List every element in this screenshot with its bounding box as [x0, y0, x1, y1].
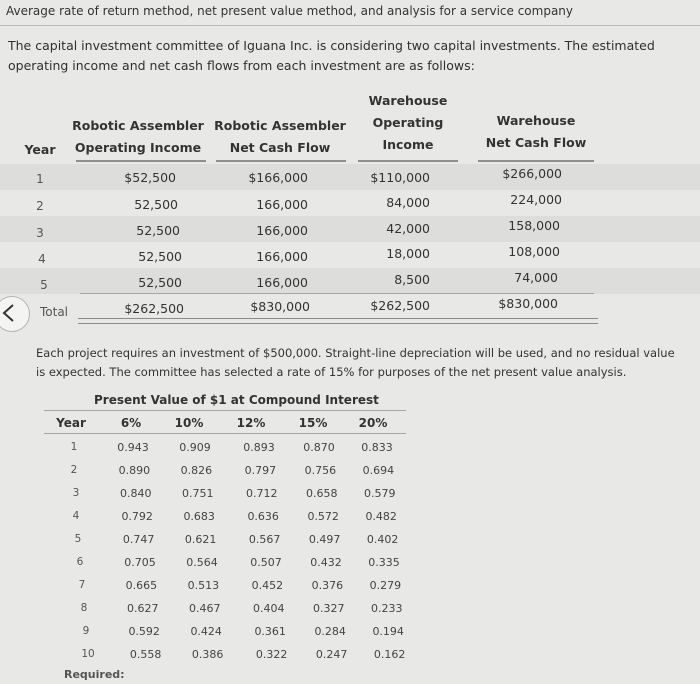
pv-value-cell: 0.327 [313, 602, 345, 615]
pv-value-cell: 0.279 [369, 579, 402, 592]
robotic-operating-cell: 52,500 [134, 197, 178, 212]
pv-value-cell: 0.402 [366, 533, 399, 546]
pv-value-cell: 0.284 [314, 625, 346, 638]
header-robotic-cash-line2: Net Cash Flow [229, 140, 331, 155]
header-warehouse-operating-line1: Warehouse [368, 93, 448, 108]
pv-value-cell: 0.890 [118, 464, 151, 477]
pv-value-cell: 0.826 [180, 464, 213, 477]
pv-year-cell: 6 [76, 556, 84, 568]
pv-value-cell: 0.513 [187, 579, 220, 592]
warehouse-cash-cell: 224,000 [510, 192, 562, 207]
robotic-operating-cell: 52,500 [136, 223, 180, 238]
header-warehouse-operating [358, 90, 458, 156]
header-underline [478, 160, 594, 162]
pv-header-6: 6% [120, 416, 142, 430]
year-cell: 3 [36, 226, 44, 240]
pv-value-cell: 0.194 [372, 625, 404, 638]
pv-year-cell: 3 [72, 487, 80, 499]
pv-value-cell: 0.592 [128, 625, 160, 638]
title-divider [0, 25, 700, 26]
robotic-operating-cell: 52,500 [138, 249, 182, 264]
header-year: Year [24, 142, 56, 157]
robotic-operating-cell: 52,500 [138, 275, 182, 290]
header-warehouse-cash [478, 110, 594, 154]
pv-year-cell: 8 [80, 602, 88, 614]
pv-value-cell: 0.482 [365, 510, 397, 523]
pv-year-cell: 9 [82, 625, 90, 637]
year-cell: 2 [36, 199, 44, 213]
warehouse-cash-cell: 74,000 [514, 270, 558, 285]
chevron-left-icon [0, 302, 21, 324]
pv-value-cell: 0.833 [361, 441, 393, 454]
pv-value-cell: 0.564 [186, 556, 218, 569]
pv-value-cell: 0.893 [243, 441, 275, 454]
warehouse-operating-cell: 8,500 [394, 272, 430, 287]
pv-value-cell: 0.943 [117, 441, 149, 454]
page-title: Average rate of return method, net present value method, and analysis for a service company [6, 4, 574, 18]
robotic-cash-cell: $166,000 [248, 170, 308, 185]
pv-header-20: 20% [358, 416, 388, 430]
pv-value-cell: 0.621 [184, 533, 217, 546]
pv-value-cell: 0.335 [368, 556, 400, 569]
year-cell: 4 [38, 252, 46, 266]
robotic-operating-cell: $52,500 [124, 170, 176, 185]
pv-value-cell: 0.162 [373, 648, 406, 661]
pv-value-cell: 0.627 [127, 602, 159, 615]
pv-value-cell: 0.658 [306, 487, 338, 500]
warehouse-cash-total: $830,000 [498, 296, 558, 311]
pv-value-cell: 0.792 [121, 510, 153, 523]
pv-value-cell: 0.870 [303, 441, 335, 454]
header-warehouse-cash-line1: Warehouse [496, 113, 576, 128]
pv-value-cell: 0.909 [179, 441, 211, 454]
pv-value-cell: 0.361 [254, 625, 286, 638]
warehouse-operating-total: $262,500 [370, 298, 430, 313]
robotic-cash-total: $830,000 [250, 299, 310, 314]
pv-value-cell: 0.432 [310, 556, 342, 569]
pv-header-year: Year [56, 416, 86, 430]
pv-value-cell: 0.322 [255, 648, 288, 661]
pv-header-10: 10% [174, 416, 204, 430]
pv-value-cell: 0.558 [129, 648, 162, 661]
pv-year-cell: 7 [78, 579, 86, 591]
pv-value-cell: 0.424 [190, 625, 222, 638]
instructions-text: Each project requires an investment of $500,000. Straight-line depreciation will be used, and no residual value is expected. The committee has selected a rate of 15% for purposes of the net present value analysis. [36, 346, 675, 379]
pv-value-cell: 0.376 [311, 579, 344, 592]
pv-value-cell: 0.636 [247, 510, 279, 523]
pv-year-cell: 2 [70, 464, 78, 476]
pv-title-rule [44, 410, 406, 411]
pv-header-12: 12% [236, 416, 266, 430]
total-double-rule [78, 318, 598, 324]
robotic-operating-total: $262,500 [124, 301, 184, 316]
pv-value-cell: 0.386 [191, 648, 224, 661]
robotic-cash-cell: 166,000 [256, 223, 308, 238]
pv-value-cell: 0.712 [246, 487, 278, 500]
pv-value-cell: 0.404 [253, 602, 285, 615]
year-cell: 5 [40, 278, 48, 292]
warehouse-operating-cell: 42,000 [386, 221, 430, 236]
year-cell: 1 [36, 172, 44, 186]
pv-value-cell: 0.747 [122, 533, 155, 546]
robotic-cash-cell: 166,000 [256, 197, 308, 212]
pv-value-cell: 0.705 [124, 556, 156, 569]
robotic-cash-cell: 166,000 [256, 249, 308, 264]
pv-year-cell: 1 [70, 441, 78, 453]
pv-value-cell: 0.751 [182, 487, 214, 500]
header-underline [76, 160, 206, 162]
warehouse-cash-cell: 158,000 [508, 218, 560, 233]
pv-value-cell: 0.840 [120, 487, 152, 500]
header-robotic-operating-line2: Operating Income [74, 140, 202, 155]
pv-year-cell: 10 [81, 648, 95, 660]
pv-value-cell: 0.467 [189, 602, 221, 615]
pv-value-cell: 0.756 [304, 464, 337, 477]
pv-value-cell: 0.572 [307, 510, 339, 523]
warehouse-operating-cell: 84,000 [386, 195, 430, 210]
pv-value-cell: 0.567 [248, 533, 281, 546]
header-warehouse-operating-line2: Operating [372, 115, 444, 130]
pv-header-15: 15% [298, 416, 328, 430]
header-robotic-operating [70, 115, 206, 159]
required-label: Required: [64, 668, 125, 681]
header-warehouse-cash-line2: Net Cash Flow [485, 135, 587, 150]
pv-value-cell: 0.694 [362, 464, 395, 477]
header-warehouse-operating-line3: Income [382, 137, 434, 152]
total-label: Total [39, 305, 69, 319]
header-underline [358, 160, 458, 162]
pv-value-cell: 0.233 [371, 602, 403, 615]
header-robotic-operating-line1: Robotic Assembler [72, 118, 204, 133]
robotic-cash-cell: 166,000 [256, 275, 308, 290]
warehouse-operating-cell: $110,000 [370, 170, 430, 185]
pv-value-cell: 0.497 [308, 533, 341, 546]
header-robotic-cash-line1: Robotic Assembler [214, 118, 346, 133]
header-underline [216, 160, 346, 162]
pv-value-cell: 0.683 [183, 510, 215, 523]
pv-value-cell: 0.665 [125, 579, 158, 592]
pv-year-cell: 5 [74, 533, 82, 545]
pv-table-title: Present Value of $1 at Compound Interest [94, 393, 379, 407]
warehouse-cash-cell: 108,000 [508, 244, 560, 259]
pv-value-cell: 0.797 [244, 464, 277, 477]
header-robotic-cash [212, 115, 348, 159]
pv-year-cell: 4 [72, 510, 80, 522]
back-button[interactable] [0, 296, 30, 332]
pv-value-cell: 0.579 [364, 487, 396, 500]
pv-value-cell: 0.247 [315, 648, 348, 661]
pv-value-cell: 0.507 [250, 556, 282, 569]
subtotal-rule [80, 293, 594, 294]
warehouse-operating-cell: 18,000 [386, 246, 430, 261]
intro-text: The capital investment committee of Iguana Inc. is considering two capital investments. The estimated operating income and net cash flows from each investment are as follows: [8, 38, 655, 73]
pv-value-cell: 0.452 [251, 579, 284, 592]
warehouse-cash-cell: $266,000 [502, 166, 562, 181]
pv-header-rule [44, 433, 406, 434]
